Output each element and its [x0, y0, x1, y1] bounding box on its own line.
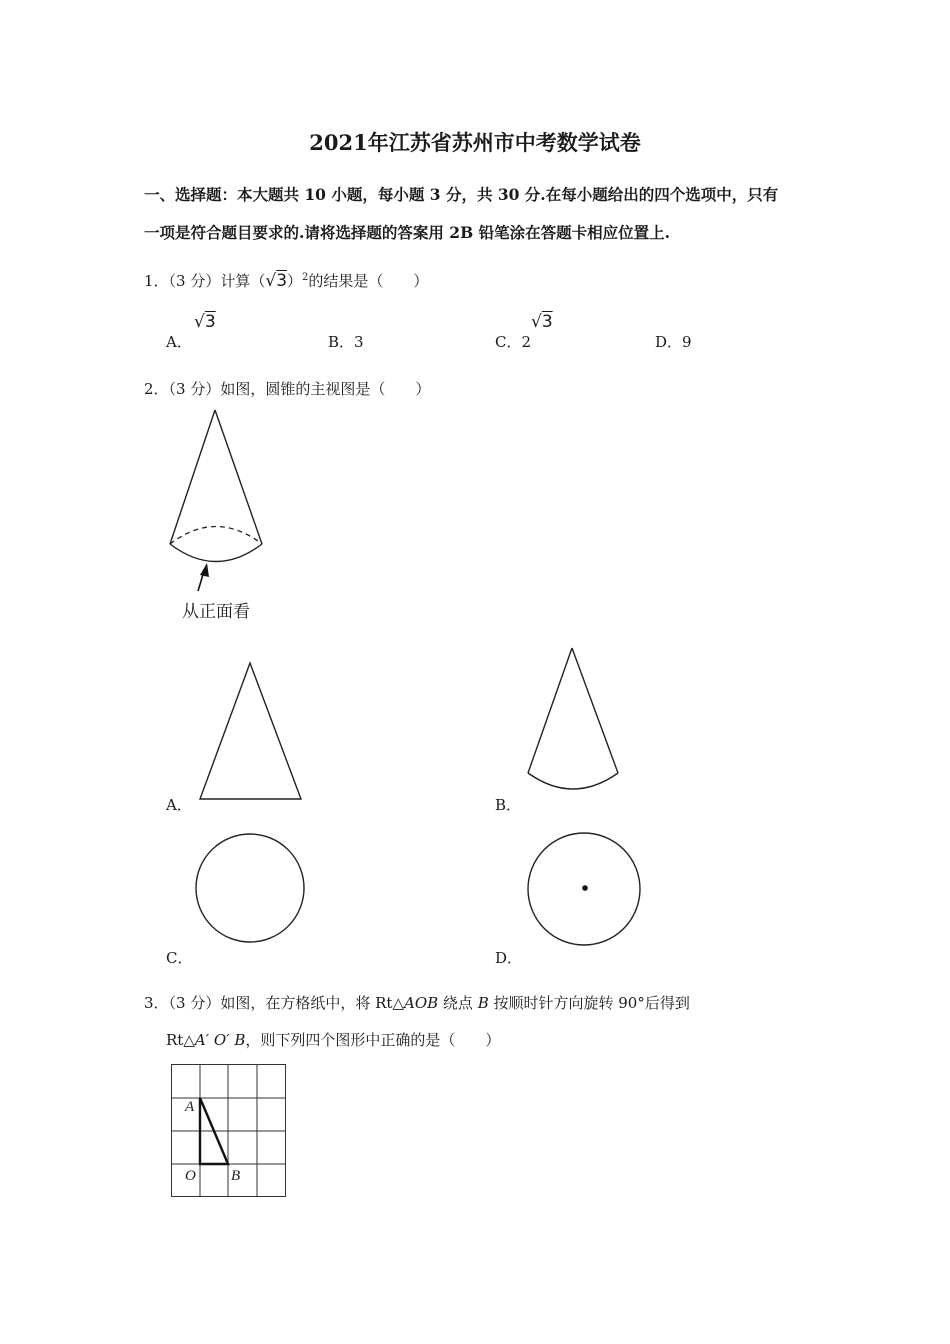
q3-point-b: B [477, 994, 489, 1012]
q2-option-c-label: C． [166, 949, 193, 967]
question-3-line1 [144, 992, 690, 1013]
q1-option-c-label: C．2 [495, 333, 532, 351]
question-2: 2．（3 分）如图，圆锥的主视图是（ ） [144, 380, 431, 398]
q3-a-prime: A′ [194, 1031, 210, 1049]
q2-option-b-label: B． [495, 796, 522, 814]
center-dot [582, 885, 588, 891]
q1-option-c [495, 331, 531, 352]
view-arrow-head [200, 563, 209, 577]
q3-grid-figure [171, 1064, 289, 1200]
q2-option-b-cone [522, 645, 627, 805]
section-instructions-line1: 一、选择题：本大题共 10 小题，每小题 3 分，共 30 分.在每小题给出的四个选项中，只有 [144, 185, 779, 204]
q2-option-a-triangle [196, 660, 306, 805]
q1-score: （3 分）计算（ [168, 272, 266, 290]
q3-b: B [234, 1031, 246, 1049]
page-title: 2021年江苏省苏州市中考数学试卷 [309, 130, 641, 155]
cone-base-back-dashed [170, 527, 262, 545]
q3-o-prime: O′ [213, 1031, 230, 1049]
cone-right-edge [215, 410, 262, 544]
grid-label-o: O [185, 1168, 196, 1184]
q2-option-d-label: D． [495, 949, 523, 967]
sqrt-symbol: √3 [265, 271, 288, 291]
q2-option-d-circle [526, 832, 642, 948]
q1-option-a-label: A． [166, 333, 192, 351]
q1-option-c-sqrt: √3 [531, 312, 553, 332]
grid-label-b: B [231, 1168, 241, 1184]
figure-caption: 从正面看 [182, 602, 250, 622]
question-3-line2 [166, 1029, 500, 1050]
q3-text-3: 按顺时针方向旋转 90°后得到 [488, 994, 690, 1012]
q3-aob: AOB [403, 994, 439, 1012]
cone-left-edge [170, 410, 215, 544]
q1-option-a [166, 331, 192, 352]
q3-text-1: 3．（3 分）如图，在方格纸中，将 Rt△ [144, 994, 404, 1012]
q1-option-c-radicand: 3 [541, 312, 553, 332]
q2-option-c-circle [194, 832, 306, 944]
q1-close-paren: ） [287, 272, 303, 290]
grid-label-a: A [185, 1099, 195, 1115]
q3-text-5: ，则下列四个图形中正确的是（ ） [245, 1031, 501, 1049]
q1-option-d: D．9 [655, 333, 692, 351]
question-1 [144, 270, 428, 291]
q3-text-4: Rt△ [166, 1031, 195, 1049]
cone-base-front [170, 544, 262, 562]
q1-option-a-sqrt: √3 [194, 312, 216, 332]
section-instructions-line2: 一项是符合题目要求的.请将选择题的答案用 2B 铅笔涂在答题卡相应位置上. [144, 223, 670, 242]
q1-option-b: B．3 [328, 333, 364, 351]
q1-number: 1． [144, 272, 169, 290]
q3-text-2: 绕点 [438, 994, 478, 1012]
q1-rest: 的结果是（ ） [308, 272, 429, 290]
q1-exponent: 2 [302, 272, 309, 283]
q2-option-a-label: A． [166, 796, 192, 814]
q1-radicand: 3 [276, 271, 288, 291]
q1-option-a-radicand: 3 [204, 312, 216, 332]
